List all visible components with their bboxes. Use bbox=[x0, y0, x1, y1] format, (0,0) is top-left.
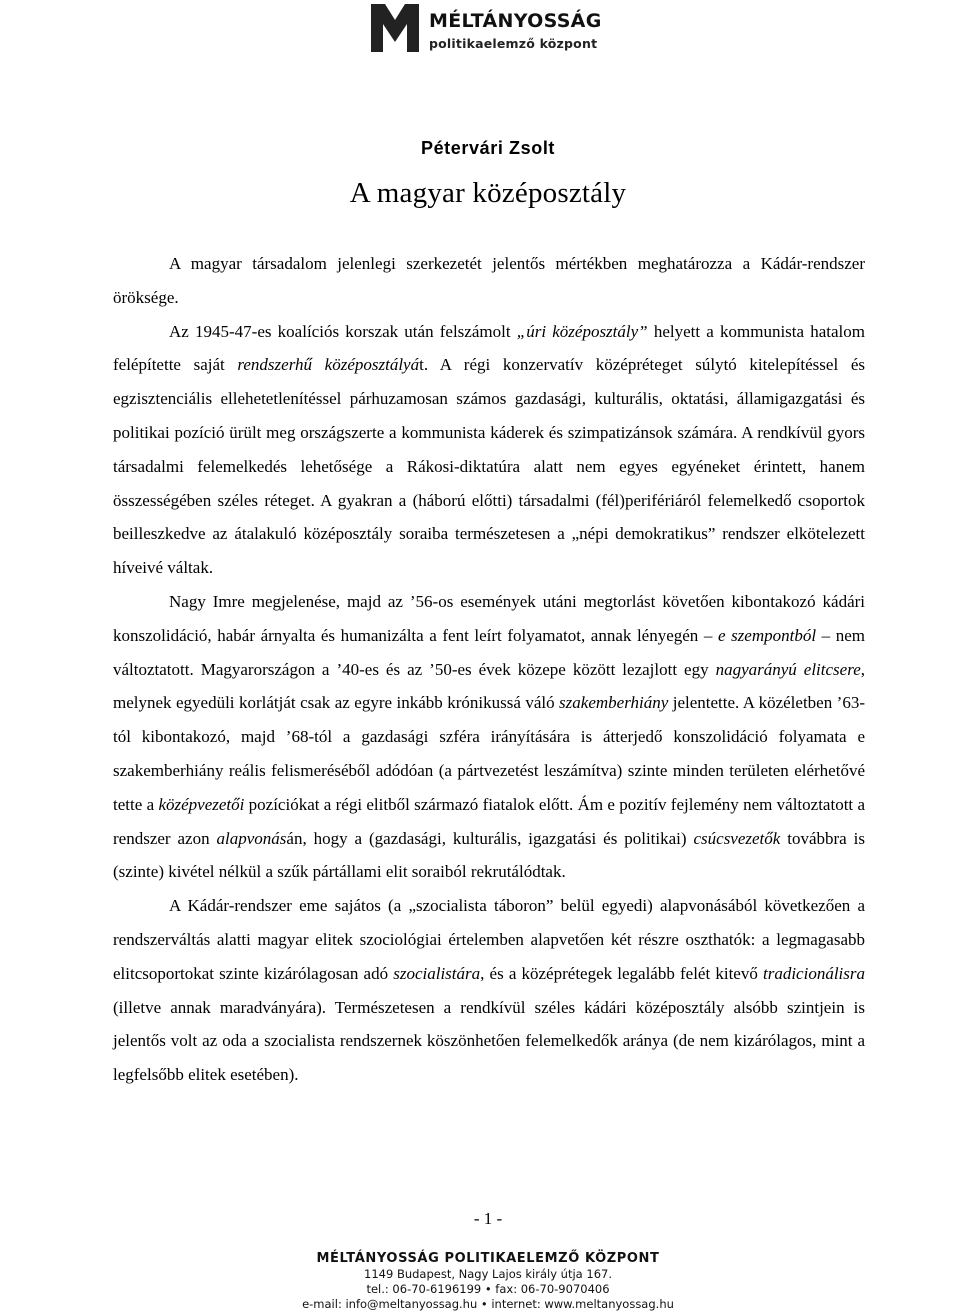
paragraph-text: Az 1945-47-es koalíciós korszak után felszámolt bbox=[169, 321, 517, 341]
paragraph-text: A Kádár-rendszer eme sajátos (a „szocialista táboron” belül egyedi) alapvonásából következően a rendszerváltás alatti magyar elitek szociológiai értelemben alapvetően két részre oszthatók: a legmagasabb elitcsoportokat szinte kizárólagosan adó bbox=[113, 896, 865, 983]
body-paragraph bbox=[113, 585, 865, 889]
document-body bbox=[113, 247, 865, 1092]
paragraph-text: jelentette. A közéletben ’63-tól kibontakozó, majd ’68-tól a gazdasági szféra irányítására is átterjedő konszolidáció folyamata e szakemberhiány reális felismeréséből adódóan (a pártvezetést leszámítva) szinte minden területen elérhetővé tette a bbox=[113, 693, 865, 814]
meltanyossag-logo-icon bbox=[371, 4, 419, 52]
paragraph-text: , melynek egyedüli korlátját csak az egyre inkább krónikussá váló bbox=[113, 659, 865, 713]
footer-address: 1149 Budapest, Nagy Lajos király útja 167. bbox=[364, 1267, 612, 1281]
italic-text: „úri középosztály” bbox=[516, 321, 648, 341]
italic-text: e szempontból bbox=[717, 625, 817, 645]
body-paragraph bbox=[113, 247, 865, 315]
paragraph-text: helyett a kommunista hatalom felépítette saját bbox=[113, 321, 865, 375]
italic-text: alapvonás bbox=[216, 828, 287, 848]
footer bbox=[0, 1251, 960, 1312]
paragraph-text: (illetve annak maradványára). Természetesen a rendkívül széles kádári középosztály alsóbb szintjein is jelentős volt az oda a szocialista rendszernek köszönhetően felemelkedők aránya (de nem kizárólagos, mint a legfelsőbb elitek esetében). bbox=[113, 997, 865, 1085]
body-paragraph bbox=[113, 889, 865, 1092]
paragraph-text: , és a középrétegek legalább felét kitevő bbox=[480, 963, 763, 983]
paragraph-text: án, hogy a (gazdasági, kulturális, igazgatási és politikai) bbox=[286, 828, 694, 848]
body-paragraph bbox=[113, 315, 865, 585]
italic-text: szakemberhiány bbox=[559, 693, 669, 713]
italic-text: tradicionálisra bbox=[762, 963, 865, 983]
italic-text: nagyarányú elitcsere bbox=[715, 659, 861, 679]
italic-text: csúcsvezetők bbox=[693, 828, 781, 848]
footer-org-name: MÉLTÁNYOSSÁG POLITIKAELEMZŐ KÖZPONT bbox=[316, 1251, 660, 1266]
header-logo bbox=[371, 4, 611, 52]
paragraph-text: – nem változtatott. Magyarországon a ’40-es és az ’50-es évek közepe között lezajlott egy bbox=[113, 625, 865, 679]
footer-phone-fax: tel.: 06-70-6196199 • fax: 06-70-9070406 bbox=[366, 1282, 610, 1296]
paragraph-text: A magyar társadalom jelenlegi szerkezetét jelentős mértékben meghatározza a Kádár-rendszer öröksége. bbox=[113, 254, 865, 307]
document-title: A magyar középosztály bbox=[349, 177, 627, 209]
paragraph-text: pozíciókat a régi elitből származó fiatalok előtt. Ám e pozitív fejlemény nem változtatott a rendszer azon bbox=[113, 794, 865, 848]
italic-text: szocialistára bbox=[393, 963, 481, 983]
paragraph-text: t. A régi konzervatív középréteget súlytó kitelepítéssel és egzisztenciális ellehetetlenítéssel párhuzamosan számos gazdasági, kulturális, oktatási, államigazgatási és politikai pozíció ürült meg országszerte a kommunista káderek és szimpatizánsok számára. A rendkívül gyors társadalmi felemelkedés lehetősége a Rákosi-diktatúra alatt nem egyes egyéneket érintett, hanem összességében széles réteget. A gyakran a (háború előtti) társadalmi (fél)perifériáról felemelkedő csoportok beilleszkedve az átalakuló középosztály soraiba természetesen a „népi demokratikus” rendszer elkötelezett híveivé váltak. bbox=[113, 355, 865, 578]
paragraph-text: továbbra is (szinte) kivétel nélkül a szűk pártállami elit soraiból rekrutálódtak. bbox=[113, 828, 865, 882]
paragraph-text: Nagy Imre megjelenése, majd az ’56-os események utáni megtorlást követően kibontakozó kádári konszolidáció, habár árnyalta és humanizálta a fent leírt folyamatot, annak lényegén – bbox=[113, 591, 865, 645]
footer-email-web: e-mail: info@meltanyossag.hu • internet: www.meltanyossag.hu bbox=[302, 1297, 674, 1311]
italic-text: rendszerhű középosztályá bbox=[237, 355, 420, 375]
author-name: Pétervári Zsolt bbox=[420, 138, 556, 158]
logo-subtitle: politikaelemző központ bbox=[429, 36, 598, 51]
page-number: - 1 - bbox=[473, 1209, 503, 1228]
italic-text: középvezetői bbox=[158, 794, 245, 814]
logo-name: MÉLTÁNYOSSÁG bbox=[429, 10, 602, 32]
